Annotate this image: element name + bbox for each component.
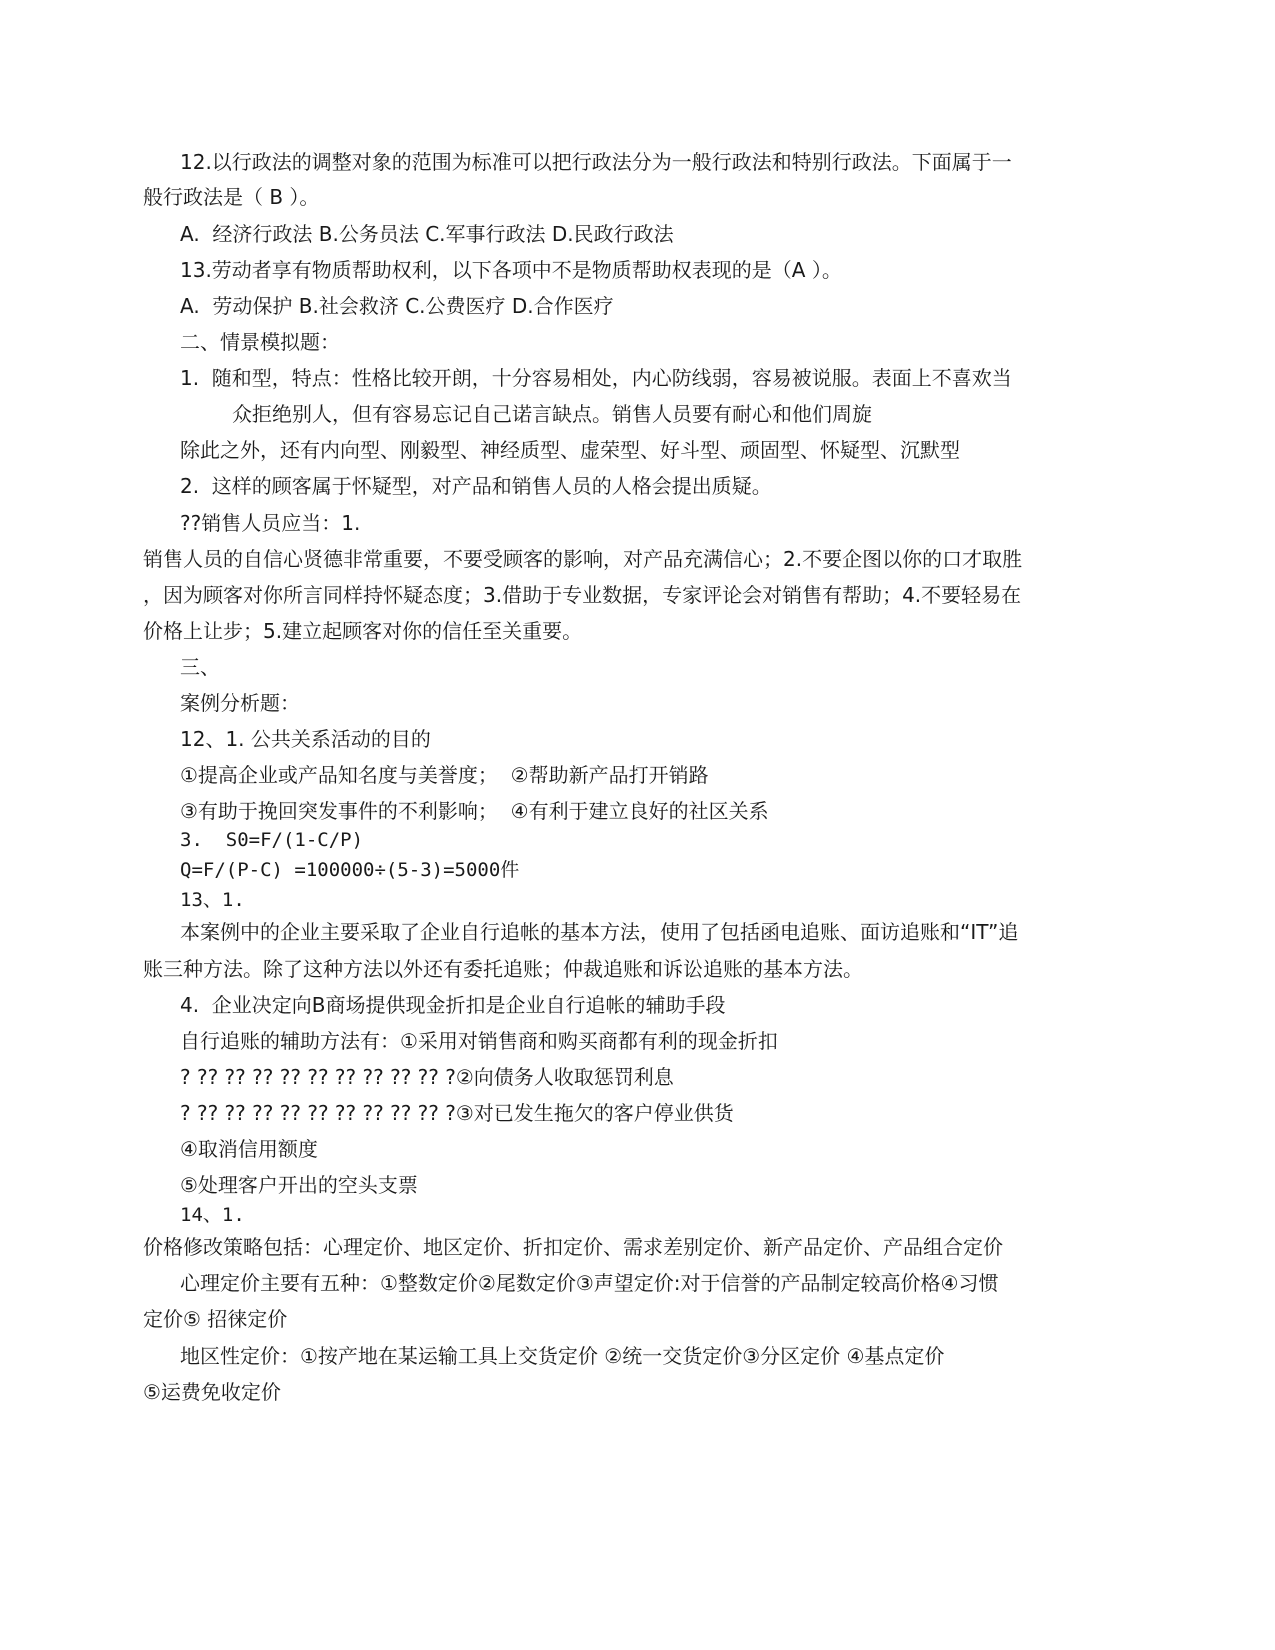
text-line: 14、1. xyxy=(180,1204,245,1226)
text-line: 价格修改策略包括：心理定价、地区定价、折扣定价、需求差别定价、新产品定价、产品组合定价 xyxy=(143,1235,1003,1259)
text-line: ，因为顾客对你所言同样持怀疑态度；3.借助于专业数据，专家评论会对销售有帮助；4.不要轻易在 xyxy=(143,583,1022,607)
text-line: ? ?? ?? ?? ?? ?? ?? ?? ?? ?? ?②向债务人收取惩罚利息 xyxy=(180,1065,674,1089)
text-line: 价格上让步；5.建立起顾客对你的信任至关重要。 xyxy=(143,619,583,643)
text-line: 13、1. xyxy=(180,889,245,911)
formula-line: Q=F/(P-C) =100000÷(5-3)=5000件 xyxy=(180,859,520,881)
text-line: A. 经济行政法 B.公务员法 C.军事行政法 D.民政行政法 xyxy=(180,222,674,246)
text-line: 销售人员的自信心贤德非常重要，不要受顾客的影响，对产品充满信心；2.不要企图以你的口才取胜 xyxy=(143,547,1023,571)
section-heading: 二、情景模拟题： xyxy=(180,330,340,354)
text-line: ③有助于挽回突发事件的不利影响； ④有利于建立良好的社区关系 xyxy=(180,799,769,823)
text-line: 账三种方法。除了这种方法以外还有委托追账；仲裁追账和诉讼追账的基本方法。 xyxy=(143,957,863,981)
text-line: 本案例中的企业主要采取了企业自行追帐的基本方法，使用了包括函电追账、面访追账和“IT”追 xyxy=(180,920,1019,944)
text-line: 12、1. 公共关系活动的目的 xyxy=(180,727,431,751)
text-line: 12.以行政法的调整对象的范围为标准可以把行政法分为一般行政法和特别行政法。下面属于一 xyxy=(180,150,1012,174)
text-line: 4. 企业决定向B商场提供现金折扣是企业自行追帐的辅助手段 xyxy=(180,993,726,1017)
text-line: 心理定价主要有五种：①整数定价②尾数定价③声望定价:对于信誉的产品制定较高价格④习惯 xyxy=(180,1271,999,1295)
text-line: 自行追账的辅助方法有：①采用对销售商和购买商都有利的现金折扣 xyxy=(180,1029,778,1053)
formula-line: 3. S0=F/(1-C/P) xyxy=(180,829,364,851)
section-heading: 三、 xyxy=(180,655,220,679)
text-line: 1. 随和型，特点：性格比较开朗，十分容易相处，内心防线弱，容易被说服。表面上不喜欢当 xyxy=(180,366,1012,390)
text-line: 定价⑤ 招徕定价 xyxy=(143,1307,288,1331)
text-line: 地区性定价：①按产地在某运输工具上交货定价 ②统一交货定价③分区定价 ④基点定价 xyxy=(180,1344,945,1368)
text-line: 2. 这样的顾客属于怀疑型，对产品和销售人员的人格会提出质疑。 xyxy=(180,474,772,498)
text-line: 13.劳动者享有物质帮助权利，以下各项中不是物质帮助权表现的是（A ）。 xyxy=(180,258,842,282)
text-line: A. 劳动保护 B.社会救济 C.公费医疗 D.合作医疗 xyxy=(180,294,614,318)
text-line: 众拒绝别人，但有容易忘记自己诺言缺点。销售人员要有耐心和他们周旋 xyxy=(232,402,872,426)
text-line: ①提高企业或产品知名度与美誉度； ②帮助新产品打开销路 xyxy=(180,763,709,787)
text-line: 般行政法是（ B ）。 xyxy=(143,185,320,209)
text-line: ? ?? ?? ?? ?? ?? ?? ?? ?? ?? ?③对已发生拖欠的客户停业供货 xyxy=(180,1101,734,1125)
text-line: 除此之外，还有内向型、刚毅型、神经质型、虚荣型、好斗型、顽固型、怀疑型、沉默型 xyxy=(180,438,960,462)
text-line: ??销售人员应当：1. xyxy=(180,511,361,535)
text-line: ⑤运费免收定价 xyxy=(143,1380,281,1404)
text-line: ⑤处理客户开出的空头支票 xyxy=(180,1173,418,1197)
section-heading: 案例分析题： xyxy=(180,691,300,715)
text-line: ④取消信用额度 xyxy=(180,1137,318,1161)
